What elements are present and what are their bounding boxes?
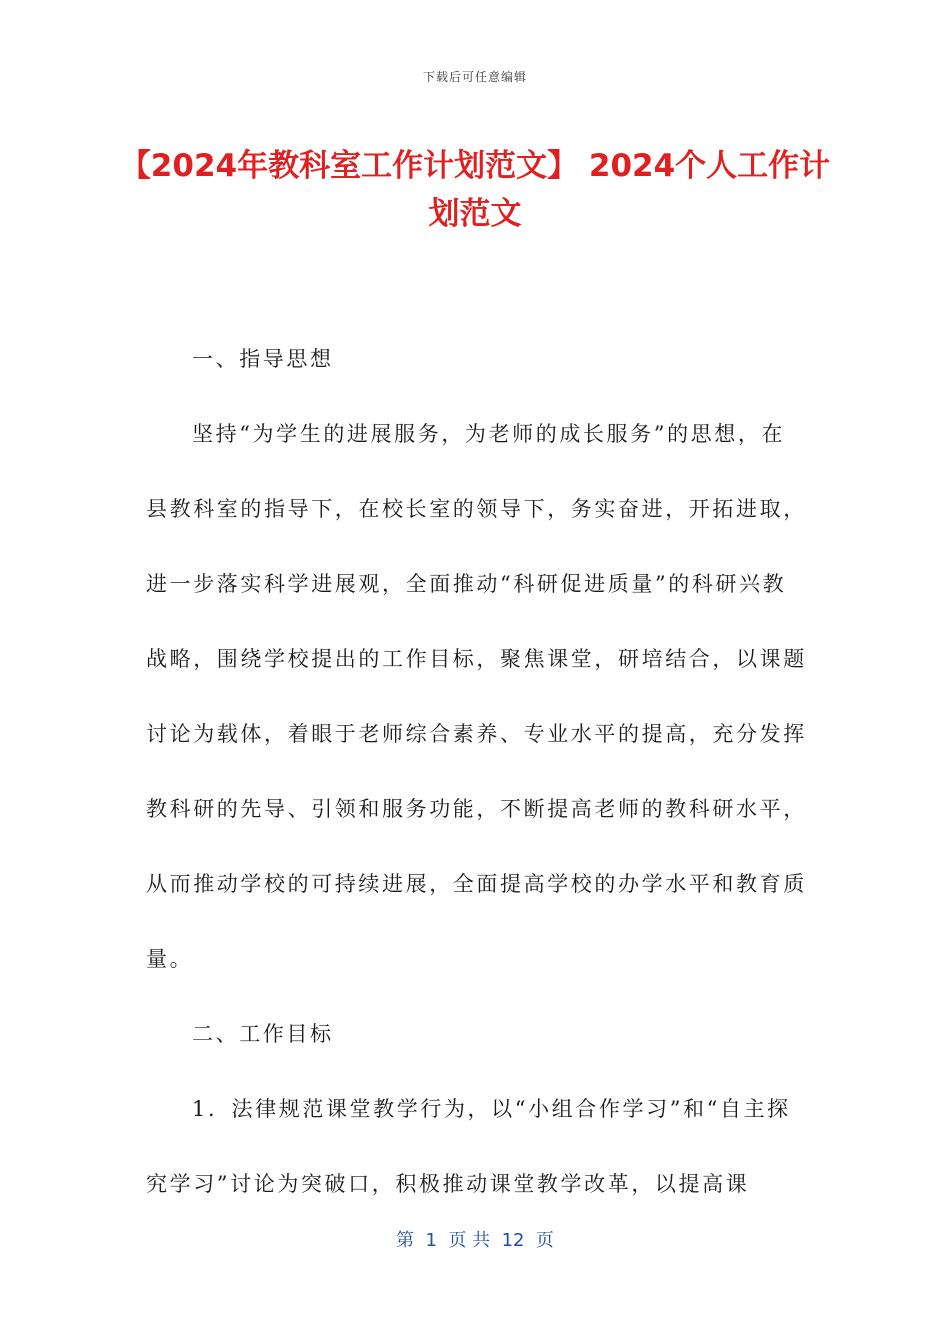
paragraph-guiding-ideology: 坚持“为学生的进展服务，为老师的成长服务”的思想，在县教科室的指导下，在校长室的领导下，务实奋进，开拓进取，进一步落实科学进展观，全面推动“科研促进质量”的科研兴教战略，围绕学校提出的工作目标，聚焦课堂，研培结合，以课题讨论为载体，着眼于老师综合素养、专业水平的提高，充分发挥教科研的先导、引领和服务功能，不断提高老师的教科研水平，从而推动学校的可持续进展，全面提高学校的办学水平和教育质量。 — [146, 422, 807, 971]
header-note: 下载后可任意编辑 — [422, 70, 527, 84]
paragraph-goal-1: 1．法律规范课堂教学行为，以“小组合作学习”和“自主探究学习”讨论为突破口，积极推动课堂教学改革，以提高课 — [146, 1097, 791, 1196]
document-body — [146, 322, 808, 1222]
page-number-footer: 第 1 页 共 12 页 — [396, 1230, 554, 1251]
section-heading-guiding-ideology: 一、指导思想 — [192, 347, 334, 371]
section-heading-work-goals: 二、工作目标 — [192, 1022, 334, 1046]
document-title: 【2024年教科室工作计划范文】 2024个人工作计划范文 — [119, 148, 831, 232]
